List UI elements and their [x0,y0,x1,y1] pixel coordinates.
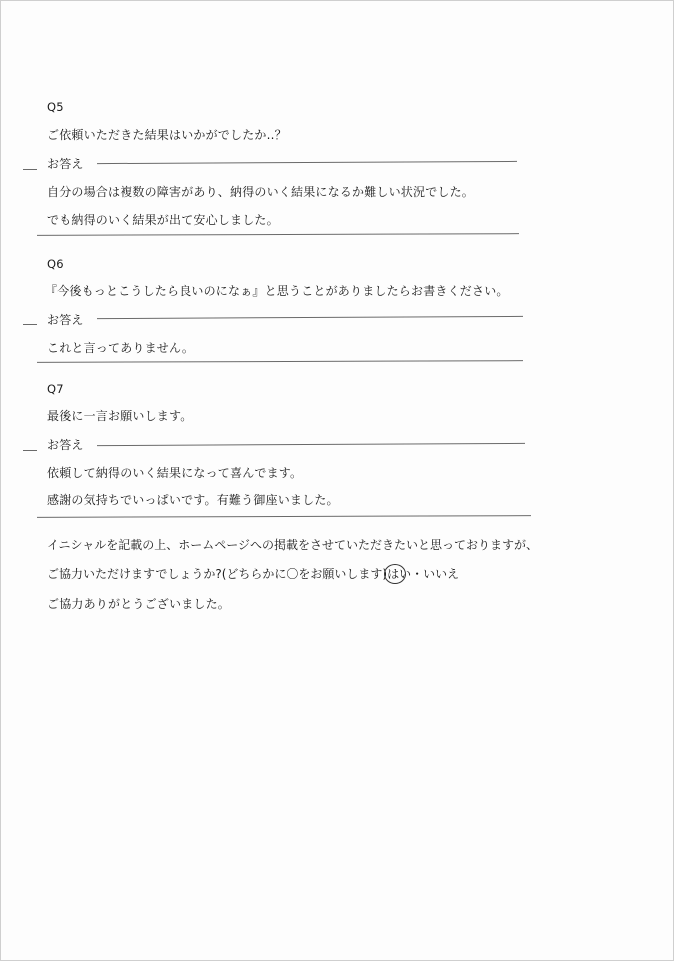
q6-question: 『今後もっとこうしたら良いのになぁ』と思うことがありましたらお書きください。 [45,284,509,298]
q6-answer-rule [97,316,523,319]
q7-answer-label: お答え [47,438,84,452]
q5-answer-rule [97,161,517,164]
q6-label: Q6 [47,257,64,271]
q7-label: Q7 [47,382,64,396]
q6-end-rule [37,360,523,363]
option-no[interactable]: いいえ [423,567,460,581]
q6-answer-line-1: これと言ってありません。 [47,341,195,355]
q7-answer-line-1: 依頼して納得のいく結果になって喜んでます。 [47,466,303,480]
q6-answer-label: お答え [47,313,84,327]
q5-end-rule [37,233,519,236]
closing-question: ご協力いただけますでしょうか?(どちらかに〇をお願いします) [47,567,388,581]
option-separator: ・ [411,567,424,581]
q5-answer-tick [23,169,37,170]
q7-end-rule [37,515,531,518]
q5-label: Q5 [47,100,64,114]
q5-answer-line-2: でも納得のいく結果が出て安心しました。 [47,213,279,227]
q7-answer-tick [23,450,37,451]
q7-answer-rule [97,443,525,446]
q5-question: ご依頼いただきた結果はいかがでしたか..？ [47,128,287,142]
q7-answer-line-2: 感謝の気持ちでいっぱいです。有難う御座いました。 [47,493,339,507]
q5-answer-label: お答え [47,157,84,171]
closing-line-1: イニシャルを記載の上、ホームページへの掲載をさせていただきたいと思っておりますが、 [47,538,539,552]
option-yes-circled[interactable]: はい [387,567,412,581]
q5-answer-line-1: 自分の場合は複数の障害があり、納得のいく結果になるか難しい状況でした。 [47,185,475,199]
q7-question: 最後に一言お願いします。 [47,409,193,423]
closing-line-3: ご協力ありがとうございました。 [47,597,231,611]
closing-line-2 [47,566,459,582]
q6-answer-tick [23,324,37,325]
